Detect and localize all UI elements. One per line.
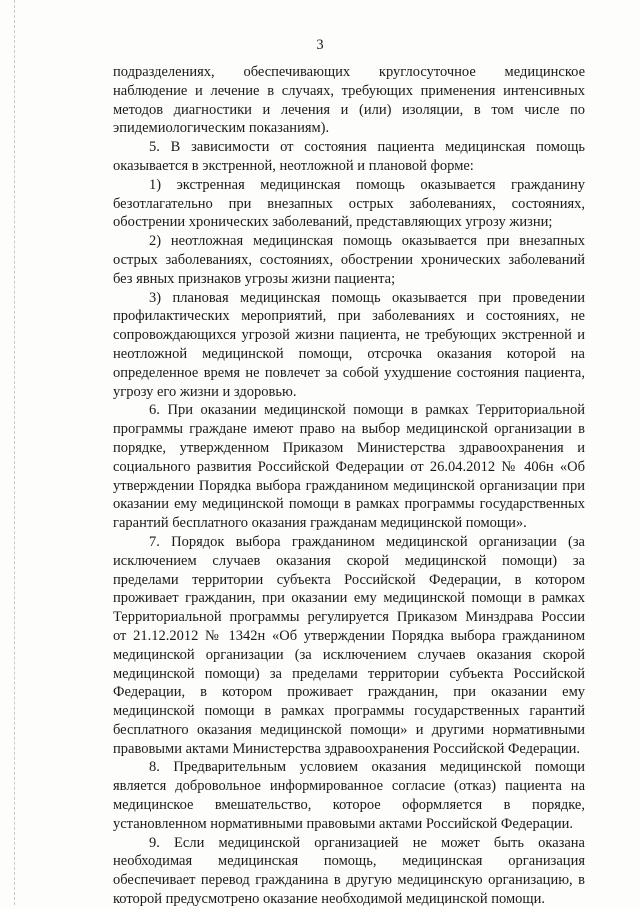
text-line: порядке, утвержденном Приказом Министерства здравоохранения и	[113, 439, 585, 456]
text-line: неотложной медицинской помощи, отсрочка оказания которой на	[113, 345, 585, 362]
paragraph-first-line: 8. Предварительным условием оказания медицинской помощи	[149, 759, 585, 776]
text-line: оказании ему медицинской помощи в рамках программы государственных	[113, 496, 585, 513]
text-line: медицинской организации (за исключением случаев оказания скорой	[113, 646, 585, 663]
text-line: сопровождающихся угрозой жизни пациента, не требующих экстренной и	[113, 327, 585, 344]
text-line: Территориальной программы регулируется Приказом Минздрава России	[113, 609, 585, 626]
text-line: определенное время не повлечет за собой ухудшение состояния пациента,	[113, 364, 585, 381]
paragraph-first-line: 3) плановая медицинская помощь оказывается при проведении	[149, 289, 585, 306]
binding-edge	[0, 0, 15, 905]
text-line: оказывается в экстренной, неотложной и плановой форме:	[113, 157, 474, 174]
text-line: программы граждане имеют право на выбор медицинской организации в	[113, 421, 585, 438]
text-line: правовыми актами Министерства здравоохранения Российской Федерации.	[113, 740, 581, 757]
paragraph-first-line: 1) экстренная медицинская помощь оказывается гражданину	[149, 176, 585, 193]
text-line: медицинской помощи) за пределами территории субъекта Российской	[113, 665, 585, 682]
paragraph-first-line: 2) неотложная медицинская помощь оказывается при внезапных	[149, 233, 585, 250]
text-line: угрозу его жизни и здоровью.	[113, 383, 297, 400]
text-line: бесплатного оказания медицинской помощи» и другими нормативными	[113, 721, 585, 738]
text-line: безотлагательно при внезапных острых заболеваниях, состояниях,	[113, 195, 585, 212]
page-number: 3	[316, 37, 324, 53]
text-line: острых заболеваниях, состояниях, обострении хронических заболеваний	[113, 251, 585, 268]
text-line: пределами территории субъекта Российской Федерации, в котором	[113, 571, 585, 588]
paragraph-first-line: 9. Если медицинской организацией не может быть оказана	[149, 834, 585, 851]
document-body	[113, 63, 585, 909]
text-line: необходимая медицинская помощь, медицинская организация	[113, 853, 585, 870]
text-line: обеспечивает перевод гражданина в другую медицинскую организацию, в	[113, 872, 585, 889]
text-line: методов диагностики и лечения и (или) изоляции, в том числе по	[113, 101, 585, 118]
text-line: медицинской помощи в рамках программы государственных гарантий	[113, 703, 585, 720]
text-line: подразделениях, обеспечивающих круглосуточное медицинское	[113, 64, 585, 80]
text-line: исключением случаев оказания скорой медицинской помощи) за	[113, 552, 585, 569]
text-line: обострении хронических заболеваний, представляющих угрозу жизни;	[113, 214, 553, 231]
text-line: профилактических мероприятий, при заболеваниях и состояниях, не	[113, 308, 585, 325]
text-line: которой предусмотрено оказание необходимой медицинской помощи.	[113, 891, 545, 908]
paragraph-first-line: 7. Порядок выбора гражданином медицинской организации (за	[149, 533, 585, 550]
text-line: Федерации, в котором проживает гражданин, при оказании ему	[113, 684, 585, 701]
text-line: социального развития Российской Федерации от 26.04.2012 № 406н «Об	[113, 458, 585, 475]
text-line: эпидемиологическим показаниям).	[113, 120, 330, 137]
text-line: гарантий бесплатного оказания гражданам медицинской помощи».	[113, 515, 527, 532]
text-line: без явных признаков угрозы жизни пациента;	[113, 270, 396, 287]
text-line: установленном нормативными правовыми актами Российской Федерации.	[113, 815, 574, 832]
text-line: наблюдение и лечение в случаях, требующих применения интенсивных	[113, 82, 585, 99]
paragraph-first-line: 5. В зависимости от состояния пациента медицинская помощь	[149, 139, 585, 156]
text-line: является добровольное информированное согласие (отказ) пациента на	[113, 778, 585, 795]
text-line: от 21.12.2012 № 1342н «Об утверждении Порядка выбора гражданином	[113, 627, 585, 644]
text-line: утверждении Порядка выбора гражданином медицинской организации при	[113, 477, 585, 494]
text-line: проживает гражданин, при оказании ему медицинской помощи в рамках	[113, 590, 585, 607]
paragraph-first-line: 6. При оказании медицинской помощи в рамках Территориальной	[149, 402, 585, 419]
text-line: медицинское вмешательство, которое оформляется в порядке,	[113, 797, 585, 814]
